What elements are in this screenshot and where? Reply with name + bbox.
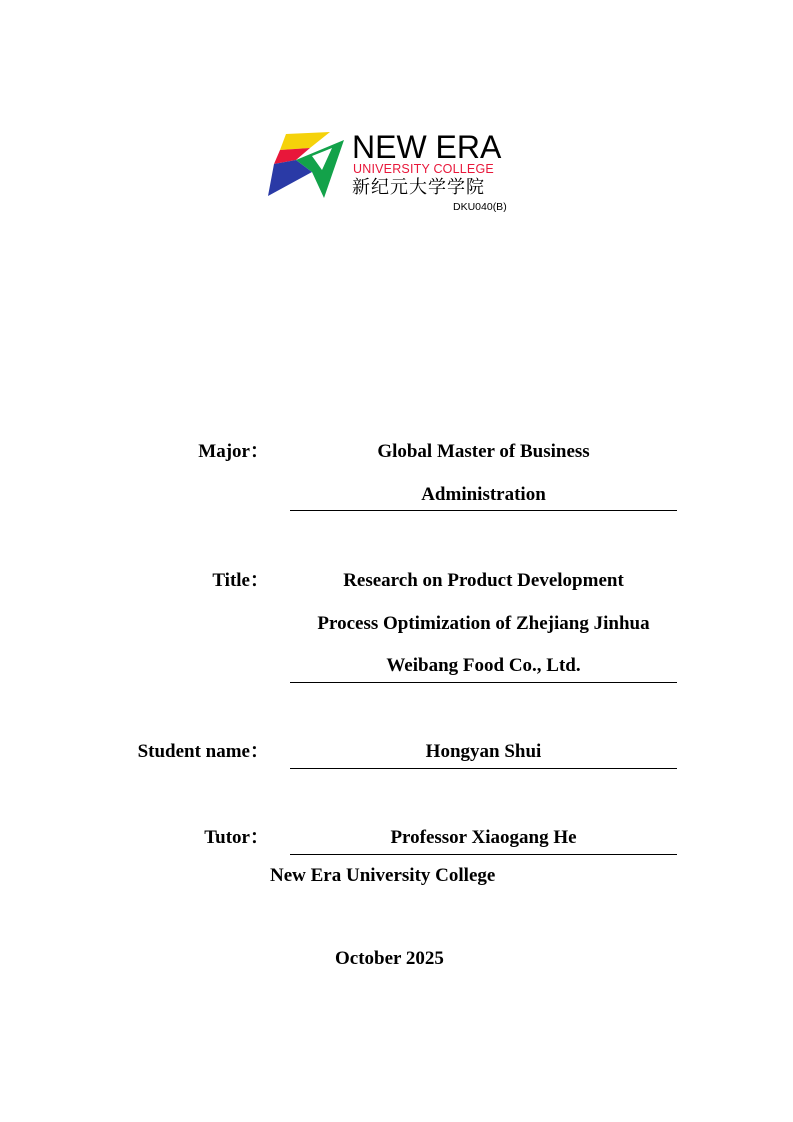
major-value-line-1: Global Master of Business: [377, 441, 590, 462]
tutor-value: Professor Xiaogang He: [390, 827, 577, 848]
major-label: Major：: [198, 441, 269, 462]
logo-code: DKU040(B): [453, 201, 507, 213]
title-value-line-1: Research on Product Development: [343, 570, 624, 591]
logo-chinese-name: 新纪元大学学院: [352, 177, 485, 198]
new-era-logo-mark-icon: [266, 130, 348, 200]
student-name-underline: [290, 768, 677, 769]
title-underline: [290, 682, 677, 683]
institution-name: New Era University College: [270, 865, 496, 886]
student-name-value: Hongyan Shui: [425, 741, 542, 762]
title-label: Title：: [212, 570, 269, 591]
logo-subtitle: UNIVERSITY COLLEGE: [353, 162, 494, 176]
tutor-label: Tutor：: [204, 827, 269, 848]
logo-title: NEW ERA: [352, 129, 502, 165]
major-underline: [290, 510, 677, 511]
tutor-underline: [290, 854, 677, 855]
student-name-label: Student name：: [137, 741, 269, 762]
title-value-line-2: Process Optimization of Zhejiang Jinhua: [317, 613, 650, 634]
submission-date: October 2025: [335, 948, 444, 969]
university-logo: [266, 128, 526, 220]
title-value-line-3: Weibang Food Co., Ltd.: [386, 655, 581, 676]
major-value-line-2: Administration: [421, 484, 546, 505]
